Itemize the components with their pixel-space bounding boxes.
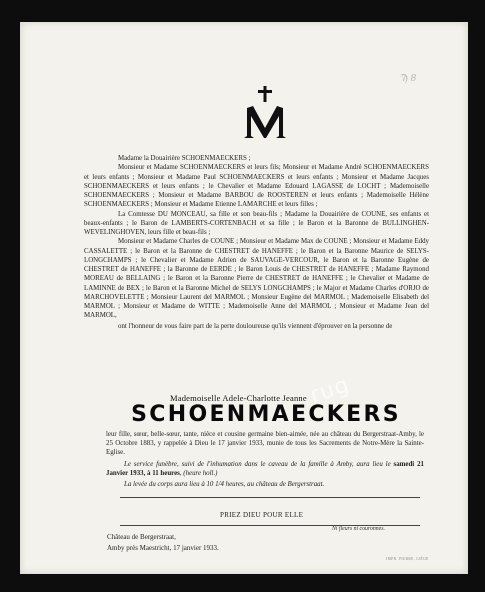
service-time-note: , (heure holl.): [179, 470, 218, 478]
family-paragraph: Monsieur et Madame SCHOENMAECKERS et leurs fils; Monsieur et Madame André SCHOENMAECKERS et leurs enfants ; Monsieur et Madame Paul SCHOENMAECKERS et leurs enfants ; Monsieur et Madame Jacques SCHOENMAECKERS et leurs enfants ; le Chevalier et Madame Edouard LAGASSE de LOCHT ; Mademoiselle SCHOENMAECKERS ; Monsieur et Madame BARBOU de ROOSTEREN et leurs enfants ; Mademoiselle Hélène SCHOENMAECKERS ; Monsieur et Madame Etienne LAMARCHE et leurs filles ;: [84, 164, 429, 209]
obituary-card: [20, 22, 468, 574]
address-line: Amby près Maestricht, 17 janvier 1933.: [107, 544, 219, 553]
watermark-text: rug: [307, 372, 353, 409]
service-date: samedi 21 Janvier 1933, à 11 heures: [106, 461, 424, 478]
deceased-given-names: Mademoiselle Adele-Charlotte Jeanne: [170, 393, 307, 403]
honneur-text: ont l'honneur de vous faire part de la perte douloureuse qu'ils viennent d'éprouver en la personne de: [118, 322, 393, 330]
deceased-surname: SCHOENMAECKERS: [131, 402, 401, 427]
family-paragraph: Madame la Douairière SCHOENMAECKERS ;: [118, 155, 251, 162]
address-block: [107, 532, 219, 555]
address-line: Château de Bergerstraat,: [107, 533, 176, 541]
divider-top: [120, 497, 420, 498]
announcement-body: [84, 154, 429, 331]
cross-monogram-icon: [242, 84, 288, 142]
deceased-details: leur fille, sœur, belle-sœur, tante, nièce et cousine germaine bien-aimée, née au château du Bergerstraat-Amby, le 25 Octobre 1883, y rappelée à Dieu le 17 janvier 1933, munie de tous les Sacrements de Notre-Mère la Sainte-Eglise.: [106, 431, 424, 457]
prayer-line: PRIEZ DIEU POUR ELLE: [220, 511, 304, 519]
levee-text: La levée du corps aura lieu à 10 1/4 heures, au château de Bergerstraat.: [124, 481, 325, 488]
no-flowers-note: Ni fleurs ni couronnes.: [332, 526, 385, 532]
service-text: Le service funèbre, suivi de l'inhumation dans le caveau de la famille à Amby, aura lieu le: [124, 461, 394, 468]
printer-mark: IMPR. PIERRE, LIÈGE: [386, 557, 429, 561]
handwritten-mark: Ϡ 8: [400, 72, 416, 84]
family-paragraph: Monsieur et Madame Charles de COUNE ; Monsieur et Madame Max de COUNE ; Monsieur et Madame Eddy CASSALETTE ; le Baron et la Baronne de CHESTRET de HANEFFE ; le Baron et la Baronne Maurice de SELYS-LONGCHAMPS ; le Chevalier et Madame Adrien de SAUVAGE-VERCOUR, le Baron et la Baronne Eugène de CHESTRET de HANEFFE ; la Baronne de EERDE ; le Baron Louis de CHESTRET de HANEFFE ; Madame Raymond MOREAU de BELLAING ; le Baron et la Baronne Pierre de CHESTRET de HANEFFE ; le Chevalier et Madame de LAMINNE de BEX ; le Baron et la Baronne Michel de SELYS LONGCHAMPS ; le Major et Madame Charles d'ORJO de MARCHOVELETTE ; Monsieur Laurent del MARMOL ; Monsieur Eugène del MARMOL ; Mademoiselle Elisabeth del MARMOL ; Monsieur et Madame de WITTE ; Mademoiselle Anne del MARMOL ; Monsieur et Madame Jean del MARMOL,: [84, 238, 429, 320]
funeral-service-text: [106, 460, 424, 478]
family-paragraph: La Comtesse DU MONCEAU, sa fille et son beau-fils ; Madame la Douairière de COUNE, ses enfants et beaux-enfants ; le Baron de LAMBERTS-CORTENBACH et sa fille ; le Baron et la Baronne de BULLINGHEN-WEVELINGHOVEN, leurs fille et beau-fils ;: [84, 210, 429, 236]
